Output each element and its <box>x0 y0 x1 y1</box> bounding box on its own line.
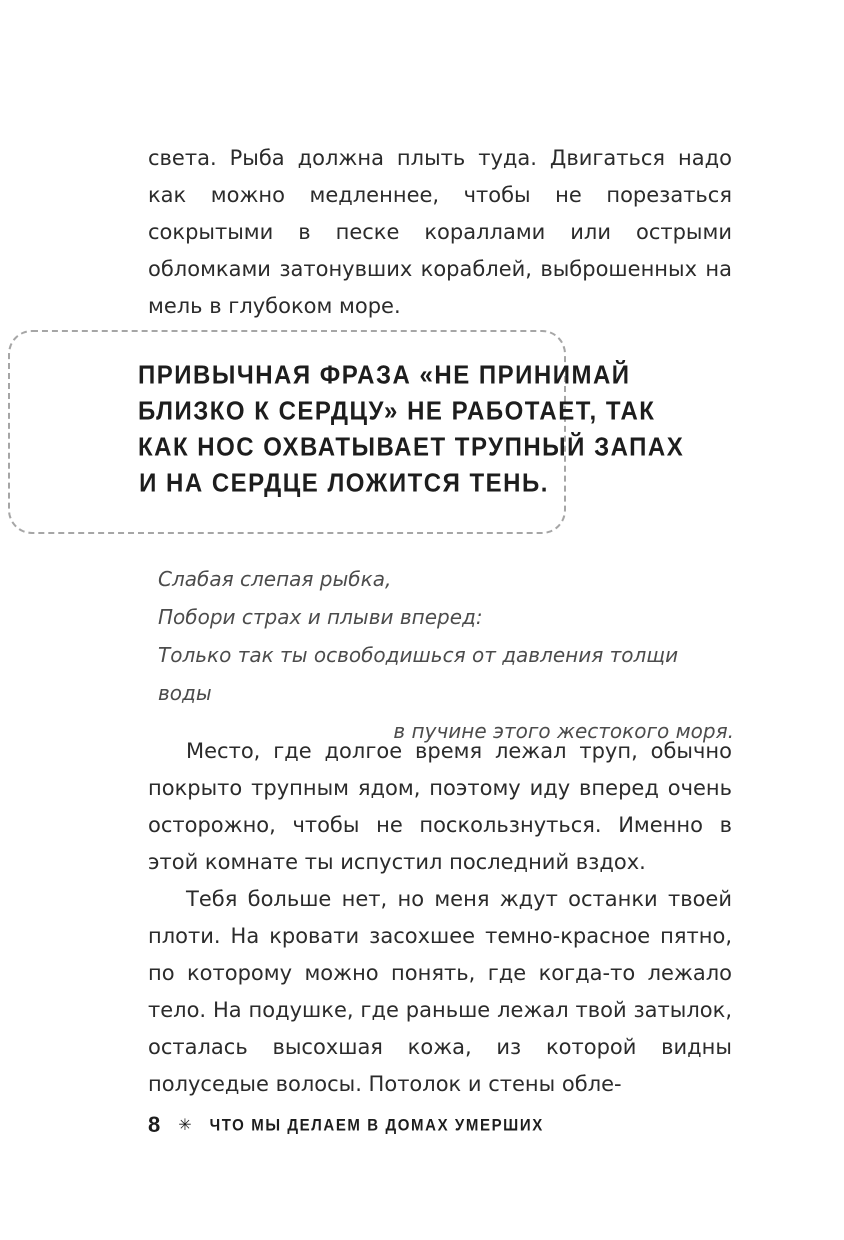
body-paragraph: Место, где долгое время лежал труп, обычно покрыто трупным ядом, поэтому иду вперед очень осторожно, чтобы не поскользнуться. Именно в этой комнате ты испустил последний вздох. <box>148 739 732 874</box>
poem-line: в пучине этого жестокого моря. <box>393 719 734 743</box>
poem-line: Слабая слепая рыбка, <box>158 567 392 591</box>
poem-block <box>158 560 734 750</box>
intro-paragraph: света. Рыба должна плыть туда. Двигаться надо как можно медленнее, чтобы не порезаться сокрытыми в песке кораллами или острыми обломками затонувших кораблей, выброшенных на мель в глубоком море. <box>148 146 732 318</box>
quote-callout-box <box>8 330 685 534</box>
poem-line: Побори страх и плыви вперед: <box>158 605 483 629</box>
callout-line: ПРИВЫЧНАЯ ФРАЗА «НЕ ПРИНИМАЙ <box>138 360 631 391</box>
callout-line: КАК НОС ОХВАТЫВАЕТ ТРУПНЫЙ ЗАПАХ <box>138 432 685 463</box>
top-text-block <box>148 0 732 325</box>
body-paragraph: Тебя больше нет, но меня ждут останки твоей плоти. На кровати засохшее темно-красное пятно, по которому можно понять, где когда-то лежало тело. На подушке, где раньше лежал твой затылок, осталась высохшая кожа, из которой видны полуседые волосы. Потолок и стены обле- <box>148 887 732 1096</box>
page-number: 8 <box>148 1112 161 1137</box>
main-text-block <box>148 733 732 1103</box>
asterisk-icon: ✳ <box>178 1115 192 1134</box>
running-title: ЧТО МЫ ДЕЛАЕМ В ДОМАХ УМЕРШИХ <box>209 1115 544 1135</box>
poem-line: Только так ты освободишься от давления толщи воды <box>158 643 679 705</box>
callout-line: БЛИЗКО К СЕРДЦУ» НЕ РАБОТАЕТ, ТАК <box>138 396 656 427</box>
callout-line: И НА СЕРДЦЕ ЛОЖИТСЯ ТЕНЬ. <box>139 468 549 499</box>
page-footer <box>148 1112 732 1138</box>
